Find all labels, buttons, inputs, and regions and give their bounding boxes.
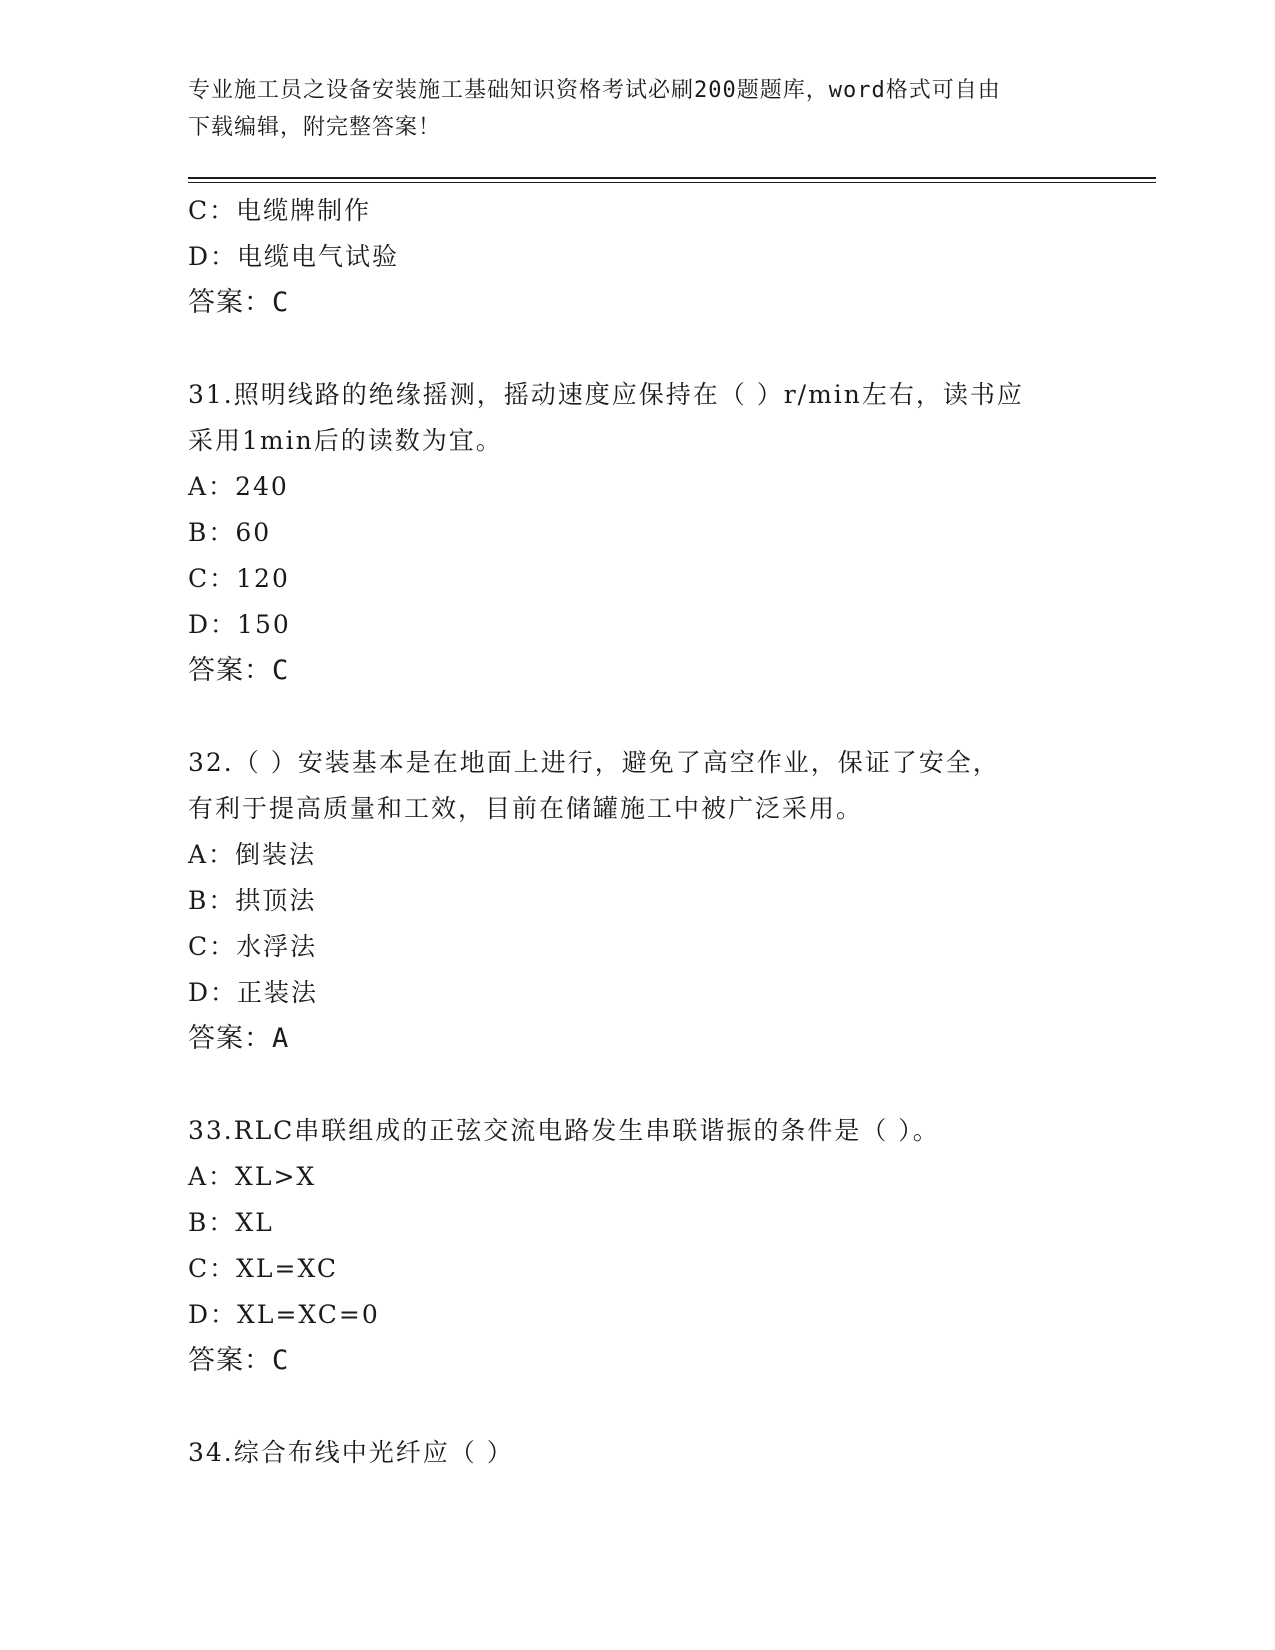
question-block xyxy=(188,1108,1088,1384)
document-header xyxy=(188,72,1088,146)
option-c: C：电缆牌制作 xyxy=(188,196,372,225)
question-block xyxy=(188,372,1088,694)
option-c: C：120 xyxy=(188,564,290,593)
question-block xyxy=(188,188,1088,326)
option-d: D：150 xyxy=(188,610,291,639)
option-a: A：240 xyxy=(188,472,289,501)
option-a: A：XL>X xyxy=(188,1162,317,1191)
option-c: C：水浮法 xyxy=(188,932,318,961)
option-b: B：60 xyxy=(188,518,272,547)
option-a: A：倒装法 xyxy=(188,840,317,869)
option-c: C：XL=XC xyxy=(188,1254,338,1283)
question-stem-line: 33.RLC串联组成的正弦交流电路发生串联谐振的条件是（ ）。 xyxy=(188,1116,940,1145)
question-stem-line: 32.（ ）安装基本是在地面上进行，避免了高空作业，保证了安全， xyxy=(188,748,1000,777)
question-block xyxy=(188,1430,1088,1476)
option-d: D：XL=XC=0 xyxy=(188,1300,380,1329)
header-divider-thin xyxy=(188,182,1156,183)
answer-line: 答案：C xyxy=(188,1345,290,1376)
header-divider xyxy=(188,177,1156,179)
question-block xyxy=(188,740,1088,1062)
header-title-line-1: 专业施工员之设备安装施工基础知识资格考试必刷200题题库，word格式可自由 xyxy=(188,78,1001,103)
option-d: D：电缆电气试验 xyxy=(188,242,400,271)
option-b: B：拱顶法 xyxy=(188,886,317,915)
answer-line: 答案：C xyxy=(188,655,290,686)
question-list xyxy=(188,188,1088,1476)
question-stem-line: 采用1min后的读数为宜。 xyxy=(188,426,503,455)
header-title-line-2: 下载编辑，附完整答案！ xyxy=(188,115,442,140)
answer-line: 答案：C xyxy=(188,287,290,318)
question-stem-line: 有利于提高质量和工效，目前在储罐施工中被广泛采用。 xyxy=(188,794,864,823)
answer-line: 答案：A xyxy=(188,1023,290,1054)
option-d: D：正装法 xyxy=(188,978,319,1007)
question-stem-line: 34.综合布线中光纤应（ ） xyxy=(188,1438,514,1467)
option-b: B：XL xyxy=(188,1208,274,1237)
question-stem-line: 31.照明线路的绝缘摇测，摇动速度应保持在（ ）r/min左右，读书应 xyxy=(188,380,1024,409)
